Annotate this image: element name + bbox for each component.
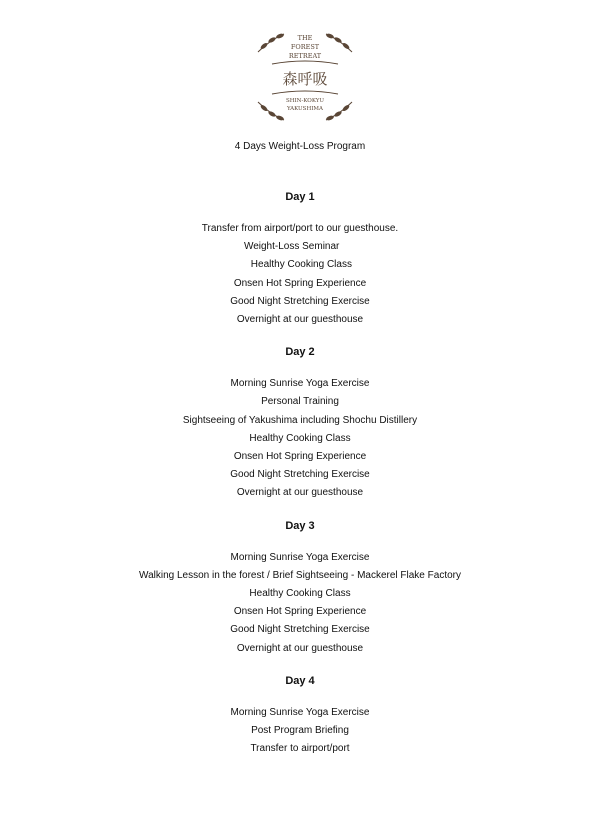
itinerary-item: Morning Sunrise Yoga Exercise [230, 551, 370, 563]
itinerary-item: Walking Lesson in the forest / Brief Sightseeing - Mackerel Flake Factory [139, 569, 461, 581]
logo-text: SHIN-KOKYU [285, 98, 325, 104]
day-section [0, 188, 600, 329]
itinerary-item: Healthy Cooking Class [249, 432, 351, 444]
logo-kanji: 森呼吸 [282, 70, 328, 88]
itinerary-item: Weight-Loss Seminar [243, 241, 357, 253]
itinerary-item: Transfer from airport/port to our guesthouse. [201, 223, 399, 234]
forest-retreat-logo [250, 22, 360, 130]
itinerary-item: Morning Sunrise Yoga Exercise [230, 706, 370, 718]
day-section [0, 343, 600, 502]
itinerary-item: Good Night Stretching Exercise [230, 469, 370, 481]
itinerary-item: Healthy Cooking Class [248, 259, 352, 271]
day-section [0, 672, 600, 759]
itinerary-item: Overnight at our guesthouse [236, 487, 364, 499]
day-heading: Day 1 [285, 191, 315, 203]
itinerary-item: Good Night Stretching Exercise [230, 295, 370, 307]
logo-text: FOREST [290, 43, 320, 51]
itinerary-item: Onsen Hot Spring Experience [233, 277, 367, 289]
itinerary-item: Overnight at our guesthouse [236, 314, 364, 326]
program-title: 4 Days Weight-Loss Program [234, 141, 366, 152]
itinerary-item: Personal Training [261, 396, 339, 408]
logo-text: YAKUSHIMA [286, 106, 324, 112]
itinerary-item: Sightseeing of Yakushima including Shochu Distillery [182, 414, 418, 426]
itinerary-item: Post Program Briefing [251, 725, 349, 737]
itinerary [0, 156, 600, 758]
itinerary-item: Healthy Cooking Class [249, 588, 351, 600]
itinerary-item: Transfer to airport/port [250, 743, 350, 755]
day-heading: Day 2 [285, 346, 315, 359]
logo-text: RETREAT [288, 52, 322, 60]
itinerary-item: Overnight at our guesthouse [236, 642, 364, 654]
itinerary-item: Onsen Hot Spring Experience [233, 606, 367, 618]
itinerary-item: Good Night Stretching Exercise [230, 624, 370, 636]
logo-text: THE [297, 34, 313, 42]
day-heading: Day 4 [285, 674, 315, 687]
day-heading: Day 3 [285, 519, 315, 532]
itinerary-item: Morning Sunrise Yoga Exercise [230, 378, 370, 390]
itinerary-item: Onsen Hot Spring Experience [233, 451, 367, 463]
day-section [0, 517, 600, 658]
